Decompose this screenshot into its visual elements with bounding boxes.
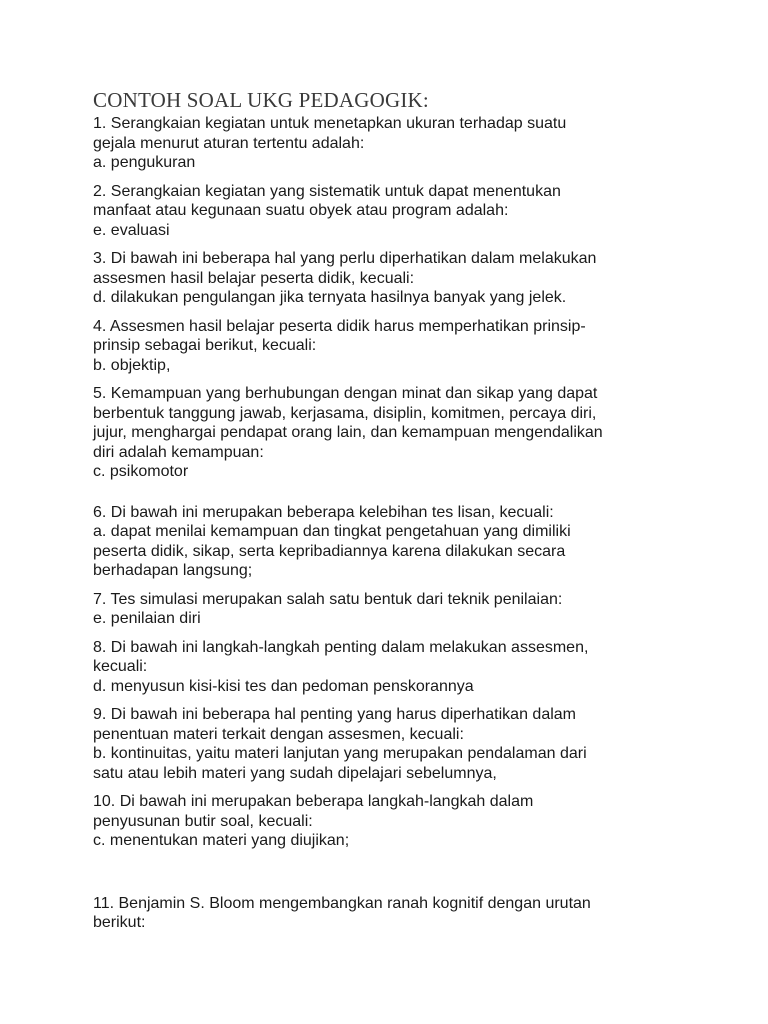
answer-text: b. kontinuitas, yaitu materi lanjutan yang merupakan pendalaman dari satu atau lebih materi yang sudah dipelajari sebelumnya,: [93, 745, 587, 782]
question-text: 3. Di bawah ini beberapa hal yang perlu diperhatikan dalam melakukan assesmen hasil belajar peserta didik, kecuali:: [93, 250, 597, 287]
question-item-11: [93, 894, 693, 933]
answer-text: c. psikomotor: [93, 463, 189, 480]
question-item-4: [93, 317, 693, 376]
question-text: 1. Serangkaian kegiatan untuk menetapkan ukuran terhadap suatu gejala menurut aturan tertentu adalah:: [93, 115, 567, 152]
question-text: 9. Di bawah ini beberapa hal penting yang harus diperhatikan dalam penentuan materi terkait dengan assesmen, kecuali:: [93, 706, 576, 743]
question-text: 6. Di bawah ini merupakan beberapa kelebihan tes lisan, kecuali:: [93, 503, 554, 521]
question-item-5: [93, 384, 693, 482]
answer-text: a. dapat menilai kemampuan dan tingkat pengetahuan yang dimiliki peserta didik, sikap, serta kepribadiannya karena dilakukan secara berhadapan langsung;: [93, 523, 571, 579]
answer-text: e. evaluasi: [93, 221, 170, 239]
answer-text: e. penilaian diri: [93, 610, 201, 627]
question-item-10: [93, 792, 693, 851]
question-item-7: [93, 590, 693, 629]
question-text: 8. Di bawah ini langkah-langkah penting dalam melakukan assesmen, kecuali:: [93, 638, 589, 675]
question-text: 7. Tes simulasi merupakan salah satu bentuk dari teknik penilaian:: [93, 590, 563, 608]
document-title: CONTOH SOAL UKG PEDAGOGIK:: [93, 88, 429, 112]
question-text: 4. Assesmen hasil belajar peserta didik harus memperhatikan prinsip- prinsip sebagai berikut, kecuali:: [93, 317, 586, 354]
question-item-8: [93, 638, 693, 697]
question-item-9: [93, 705, 693, 783]
question-item-2: [93, 182, 693, 241]
document-page: [93, 88, 693, 933]
answer-text: a. pengukuran: [93, 154, 196, 171]
question-item-3: [93, 249, 693, 308]
question-text: 5. Kemampuan yang berhubungan dengan minat dan sikap yang dapat berbentuk tanggung jawab, kerjasama, disiplin, komitmen, percaya diri, jujur, menghargai pendapat orang lain, dan kemampuan mengendalikan diri adalah kemampuan:: [93, 385, 603, 461]
question-item-1: [93, 114, 693, 173]
answer-text: c. menentukan materi yang diujikan;: [93, 832, 350, 849]
question-text: 2. Serangkaian kegiatan yang sistematik untuk dapat menentukan manfaat atau kegunaan suatu obyek atau program adalah:: [93, 182, 561, 219]
answer-text: d. dilakukan pengulangan jika ternyata hasilnya banyak yang jelek.: [93, 289, 567, 306]
question-text: 11. Benjamin S. Bloom mengembangkan ranah kognitif dengan urutan berikut:: [93, 894, 591, 931]
answer-text: b. objektip,: [93, 356, 171, 374]
question-item-6: [93, 503, 693, 581]
answer-text: d. menyusun kisi-kisi tes dan pedoman penskorannya: [93, 677, 474, 695]
question-text: 10. Di bawah ini merupakan beberapa langkah-langkah dalam penyusunan butir soal, kecuali:: [93, 793, 534, 830]
